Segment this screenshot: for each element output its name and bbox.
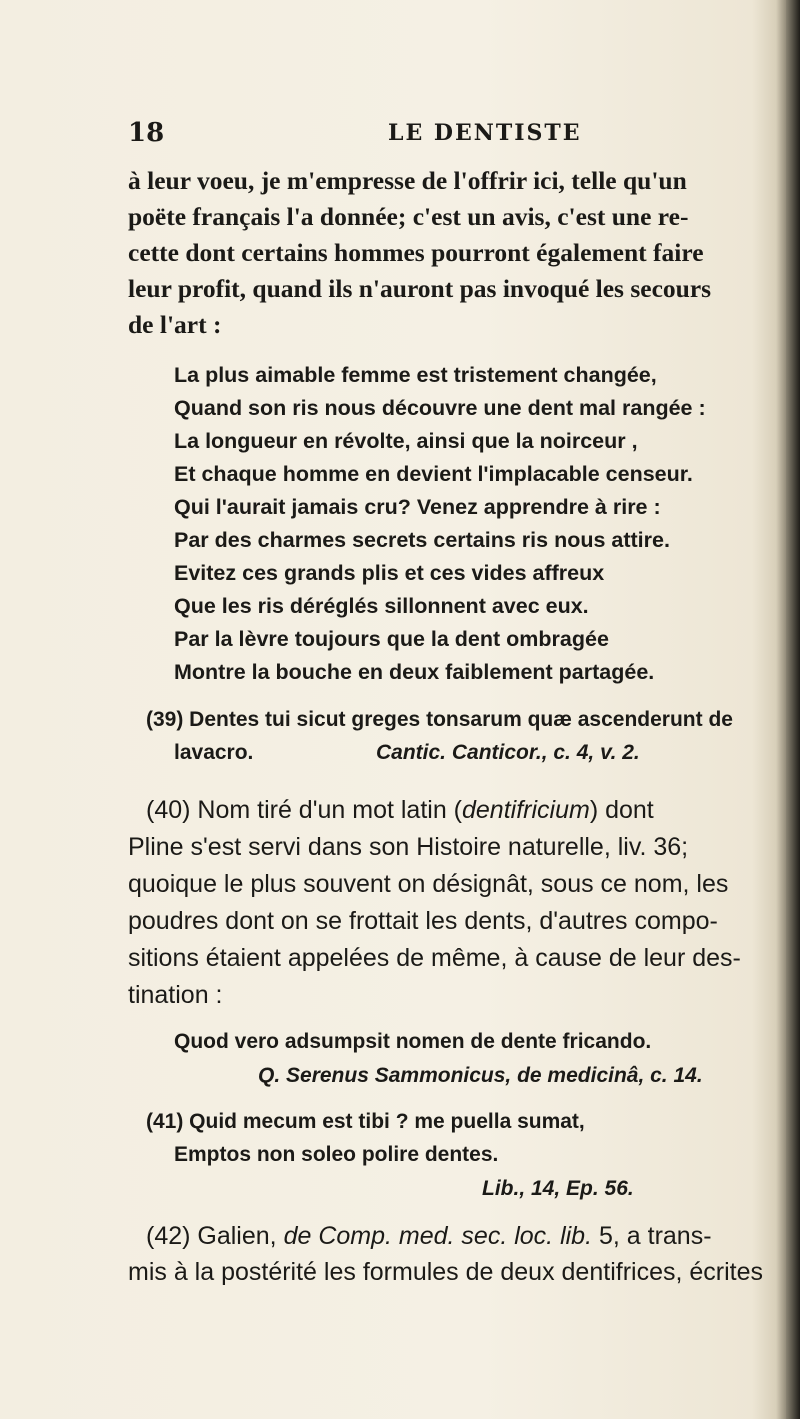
poem-line: Evitez ces grands plis et ces vides affreux: [174, 561, 605, 585]
note-41-source: Lib., 14, Ep. 56.: [482, 1177, 634, 1200]
page-binding-shadow: [786, 0, 800, 1419]
poem-line: Par des charmes secrets certains ris nous attire.: [174, 528, 670, 552]
note-40-line: tination :: [128, 981, 223, 1009]
poem-line: Et chaque homme en devient l'implacable censeur.: [174, 462, 693, 486]
intro-line: cette dont certains hommes pourront également faire: [128, 238, 704, 267]
note-40-line: poudres dont on se frottait les dents, d'autres compo-: [128, 907, 718, 935]
note-40-line: sitions étaient appelées de même, à cause de leur des-: [128, 944, 741, 972]
note-42-line: mis à la postérité les formules de deux dentifrices, écrites: [128, 1258, 763, 1286]
note-41-line: (41) Quid mecum est tibi ? me puella sumat,: [146, 1110, 585, 1133]
note-40-text: ) dont: [589, 796, 654, 824]
note-42-text: 5, a trans-: [592, 1222, 712, 1250]
running-head: LE DENTISTE: [388, 120, 582, 146]
intro-line: à leur voeu, je m'empresse de l'offrir ici, telle qu'un: [128, 166, 687, 195]
poem-line: Par la lèvre toujours que la dent ombragée: [174, 627, 609, 651]
note-42-line: [146, 1222, 712, 1251]
note-39-citation: Cantic. Canticor., c. 4, v. 2.: [376, 741, 640, 764]
note-40-line: Pline s'est servi dans son Histoire naturelle, liv. 36;: [128, 833, 689, 861]
note-42-citation: de Comp. med. sec. loc. lib.: [283, 1222, 593, 1250]
note-39-line: (39) Dentes tui sicut greges tonsarum quæ ascenderunt de: [146, 708, 733, 731]
poem-line: Que les ris déréglés sillonnent avec eux.: [174, 594, 589, 618]
intro-line: de l'art :: [128, 310, 222, 339]
note-41-line: Emptos non soleo polire dentes.: [174, 1143, 499, 1166]
page-number: 18: [128, 118, 165, 148]
note-40-latin-word: dentifricium: [462, 796, 590, 824]
note-40-line: [146, 796, 654, 825]
note-39-line: lavacro.: [174, 741, 254, 764]
note-40-line: quoique le plus souvent on désignât, sous ce nom, les: [128, 870, 729, 898]
intro-line: poëte français l'a donnée; c'est un avis, c'est une re-: [128, 202, 689, 231]
poem-line: La plus aimable femme est tristement changée,: [174, 363, 657, 387]
intro-line: leur profit, quand ils n'auront pas invoqué les secours: [128, 274, 712, 303]
note-40-quote: Quod vero adsumpsit nomen de dente fricando.: [174, 1030, 652, 1053]
poem-line: Quand son ris nous découvre une dent mal rangée :: [174, 396, 706, 420]
poem-line: Montre la bouche en deux faiblement partagée.: [174, 660, 655, 684]
poem-line: Qui l'aurait jamais cru? Venez apprendre à rire :: [174, 495, 661, 519]
note-40-text: (40) Nom tiré d'un mot latin (: [146, 796, 462, 824]
note-42-text: (42) Galien,: [146, 1222, 284, 1250]
poem-line: La longueur en révolte, ainsi que la noirceur ,: [174, 429, 638, 453]
note-40-source: Q. Serenus Sammonicus, de medicinâ, c. 14.: [258, 1064, 703, 1087]
page-header: [128, 118, 768, 150]
